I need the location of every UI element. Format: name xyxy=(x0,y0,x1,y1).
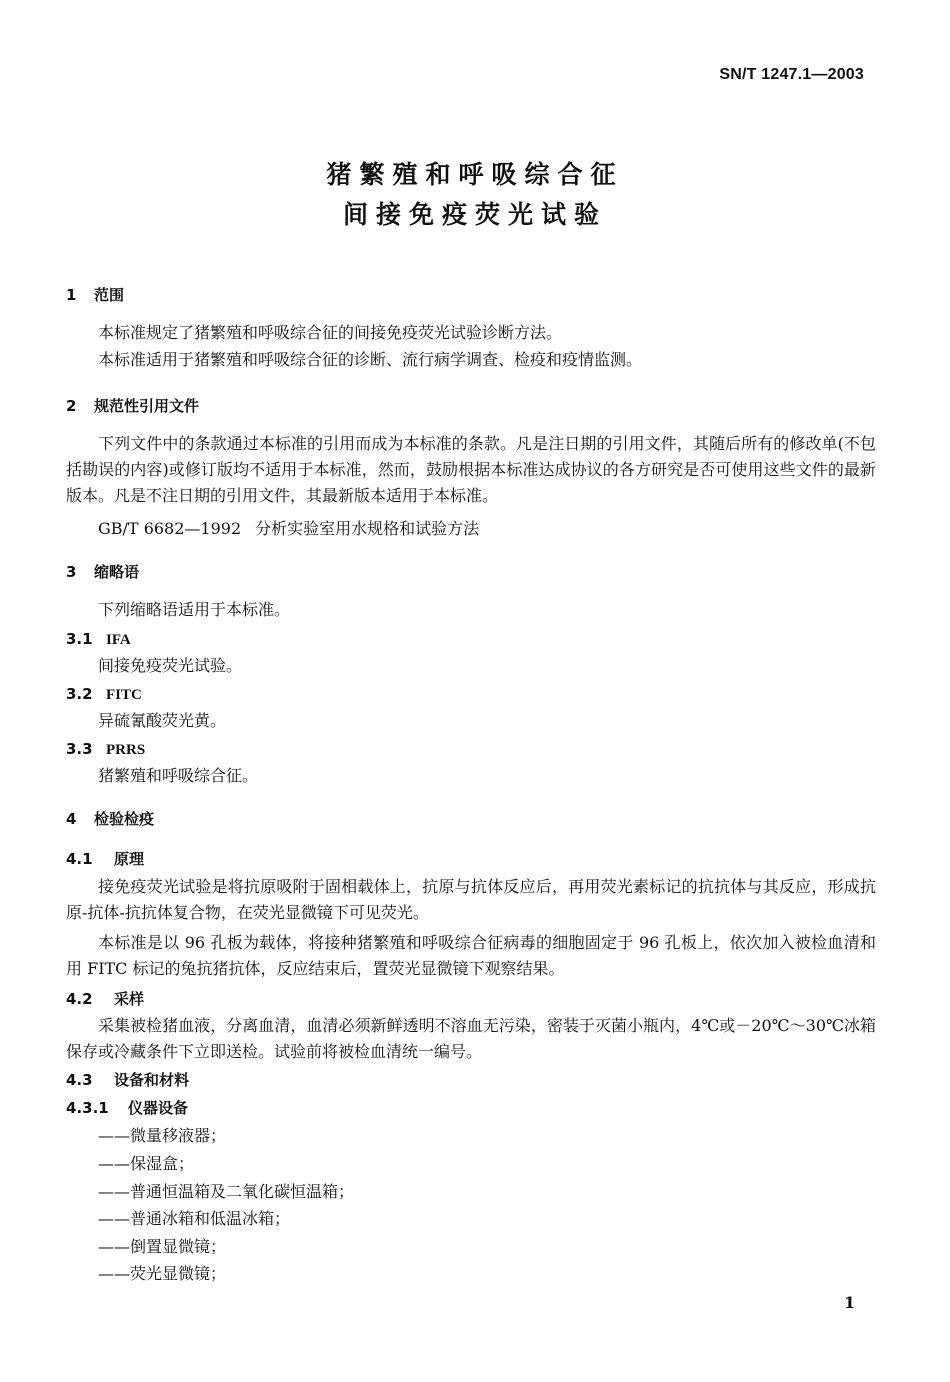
section-3-heading xyxy=(66,561,139,583)
section-2-paragraph: 下列文件中的条款通过本标准的引用而成为本标准的条款。凡是注日期的引用文件，其随后所有的修改单(不包括勘误的内容)或修订版均不适用于本标准，然而，鼓励根据本标准达成协议的各方研究是否可使用这些文件的最新版本。凡是不注日期的引用文件，其最新版本适用于本标准。 xyxy=(66,434,876,505)
item-number: 3.1 xyxy=(66,630,93,648)
equipment-list-item: ——荧光显微镜； xyxy=(98,1264,227,1283)
abbreviation-item-heading xyxy=(66,683,142,706)
item-number: 3.2 xyxy=(66,685,93,703)
subsection-title: 仪器设备 xyxy=(128,1099,189,1117)
section-number: 3 xyxy=(66,563,77,581)
subsection-4-2-paragraph: 采集被检猪血液，分离血清，血清必须新鲜透明不溶血无污染，密装于灭菌小瓶内，4℃或－20℃～30℃冰箱保存或冷藏条件下立即送检。试验前将被检血清统一编号。 xyxy=(66,1016,876,1061)
document-title-line1: 猪繁殖和呼吸综合征 xyxy=(326,160,624,189)
subsection-number: 4.3.1 xyxy=(66,1099,109,1117)
subsection-4-1-paragraph-1: 接免疫荧光试验是将抗原吸附于固相载体上，抗原与抗体反应后，再用荧光素标记的抗抗体与其反应，形成抗原-抗体-抗抗体复合物，在荧光显微镜下可见荧光。 xyxy=(66,877,876,922)
abbreviation-term: IFA xyxy=(106,632,131,648)
subsection-number: 4.1 xyxy=(66,850,93,868)
equipment-list-item: ——倒置显微镜； xyxy=(98,1237,227,1256)
abbreviation-definition: 猪繁殖和呼吸综合征。 xyxy=(98,766,259,785)
abbreviation-definition: 异硫氰酸荧光黄。 xyxy=(98,711,227,730)
item-number: 3.3 xyxy=(66,740,93,758)
subsection-number: 4.3 xyxy=(66,1071,93,1089)
reference-title: 分析实验室用水规格和试验方法 xyxy=(255,519,480,538)
equipment-list-item: ——微量移液器； xyxy=(98,1126,227,1145)
subsection-title: 原理 xyxy=(114,850,145,868)
abbreviation-item-heading xyxy=(66,738,145,761)
normative-reference xyxy=(98,518,479,540)
subsection-title: 采样 xyxy=(114,990,145,1008)
section-title: 缩略语 xyxy=(94,563,140,581)
reference-code: GB/T 6682—1992 xyxy=(98,519,242,538)
subsection-4-1-paragraph-2: 本标准是以 96 孔板为载体，将接种猪繁殖和呼吸综合征病毒的细胞固定于 96 孔板上，依次加入被检血清和用 FITC 标记的兔抗猪抗体，反应结束后，置荧光显微镜下观察结果。 xyxy=(66,933,876,978)
section-4-heading xyxy=(66,808,154,830)
section-2-heading xyxy=(66,395,199,417)
section-title: 检验检疫 xyxy=(94,810,155,828)
section-number: 4 xyxy=(66,810,77,828)
abbreviation-item-heading xyxy=(66,628,131,651)
equipment-list-item: ——普通冰箱和低温冰箱； xyxy=(98,1209,291,1228)
page-number: 1 xyxy=(844,1293,856,1312)
section-number: 1 xyxy=(66,286,77,304)
subsection-4-2-heading xyxy=(66,988,144,1010)
equipment-list-item: ——普通恒温箱及二氧化碳恒温箱； xyxy=(98,1182,355,1201)
section-1-paragraph-2: 本标准适用于猪繁殖和呼吸综合征的诊断、流行病学调查、检疫和疫情监测。 xyxy=(98,350,643,369)
abbreviation-definition: 间接免疫荧光试验。 xyxy=(98,656,243,675)
standard-code: SN/T 1247.1—2003 xyxy=(719,66,864,83)
section-title: 范围 xyxy=(94,286,125,304)
equipment-list-item: ——保湿盒； xyxy=(98,1154,195,1173)
section-title: 规范性引用文件 xyxy=(94,397,200,415)
abbreviation-term: FITC xyxy=(106,687,142,703)
section-1-paragraph-1: 本标准规定了猪繁殖和呼吸综合征的间接免疫荧光试验诊断方法。 xyxy=(98,323,563,342)
section-number: 2 xyxy=(66,397,77,415)
subsection-number: 4.2 xyxy=(66,990,93,1008)
section-3-intro: 下列缩略语适用于本标准。 xyxy=(98,600,291,619)
subsection-title: 设备和材料 xyxy=(114,1071,190,1089)
section-1-heading xyxy=(66,284,124,306)
subsection-4-1-heading xyxy=(66,848,144,870)
document-title-line2: 间接免疫荧光试验 xyxy=(342,200,607,229)
abbreviation-term: PRRS xyxy=(106,742,146,758)
subsection-4-3-heading xyxy=(66,1069,189,1091)
subsection-4-3-1-heading xyxy=(66,1097,188,1119)
